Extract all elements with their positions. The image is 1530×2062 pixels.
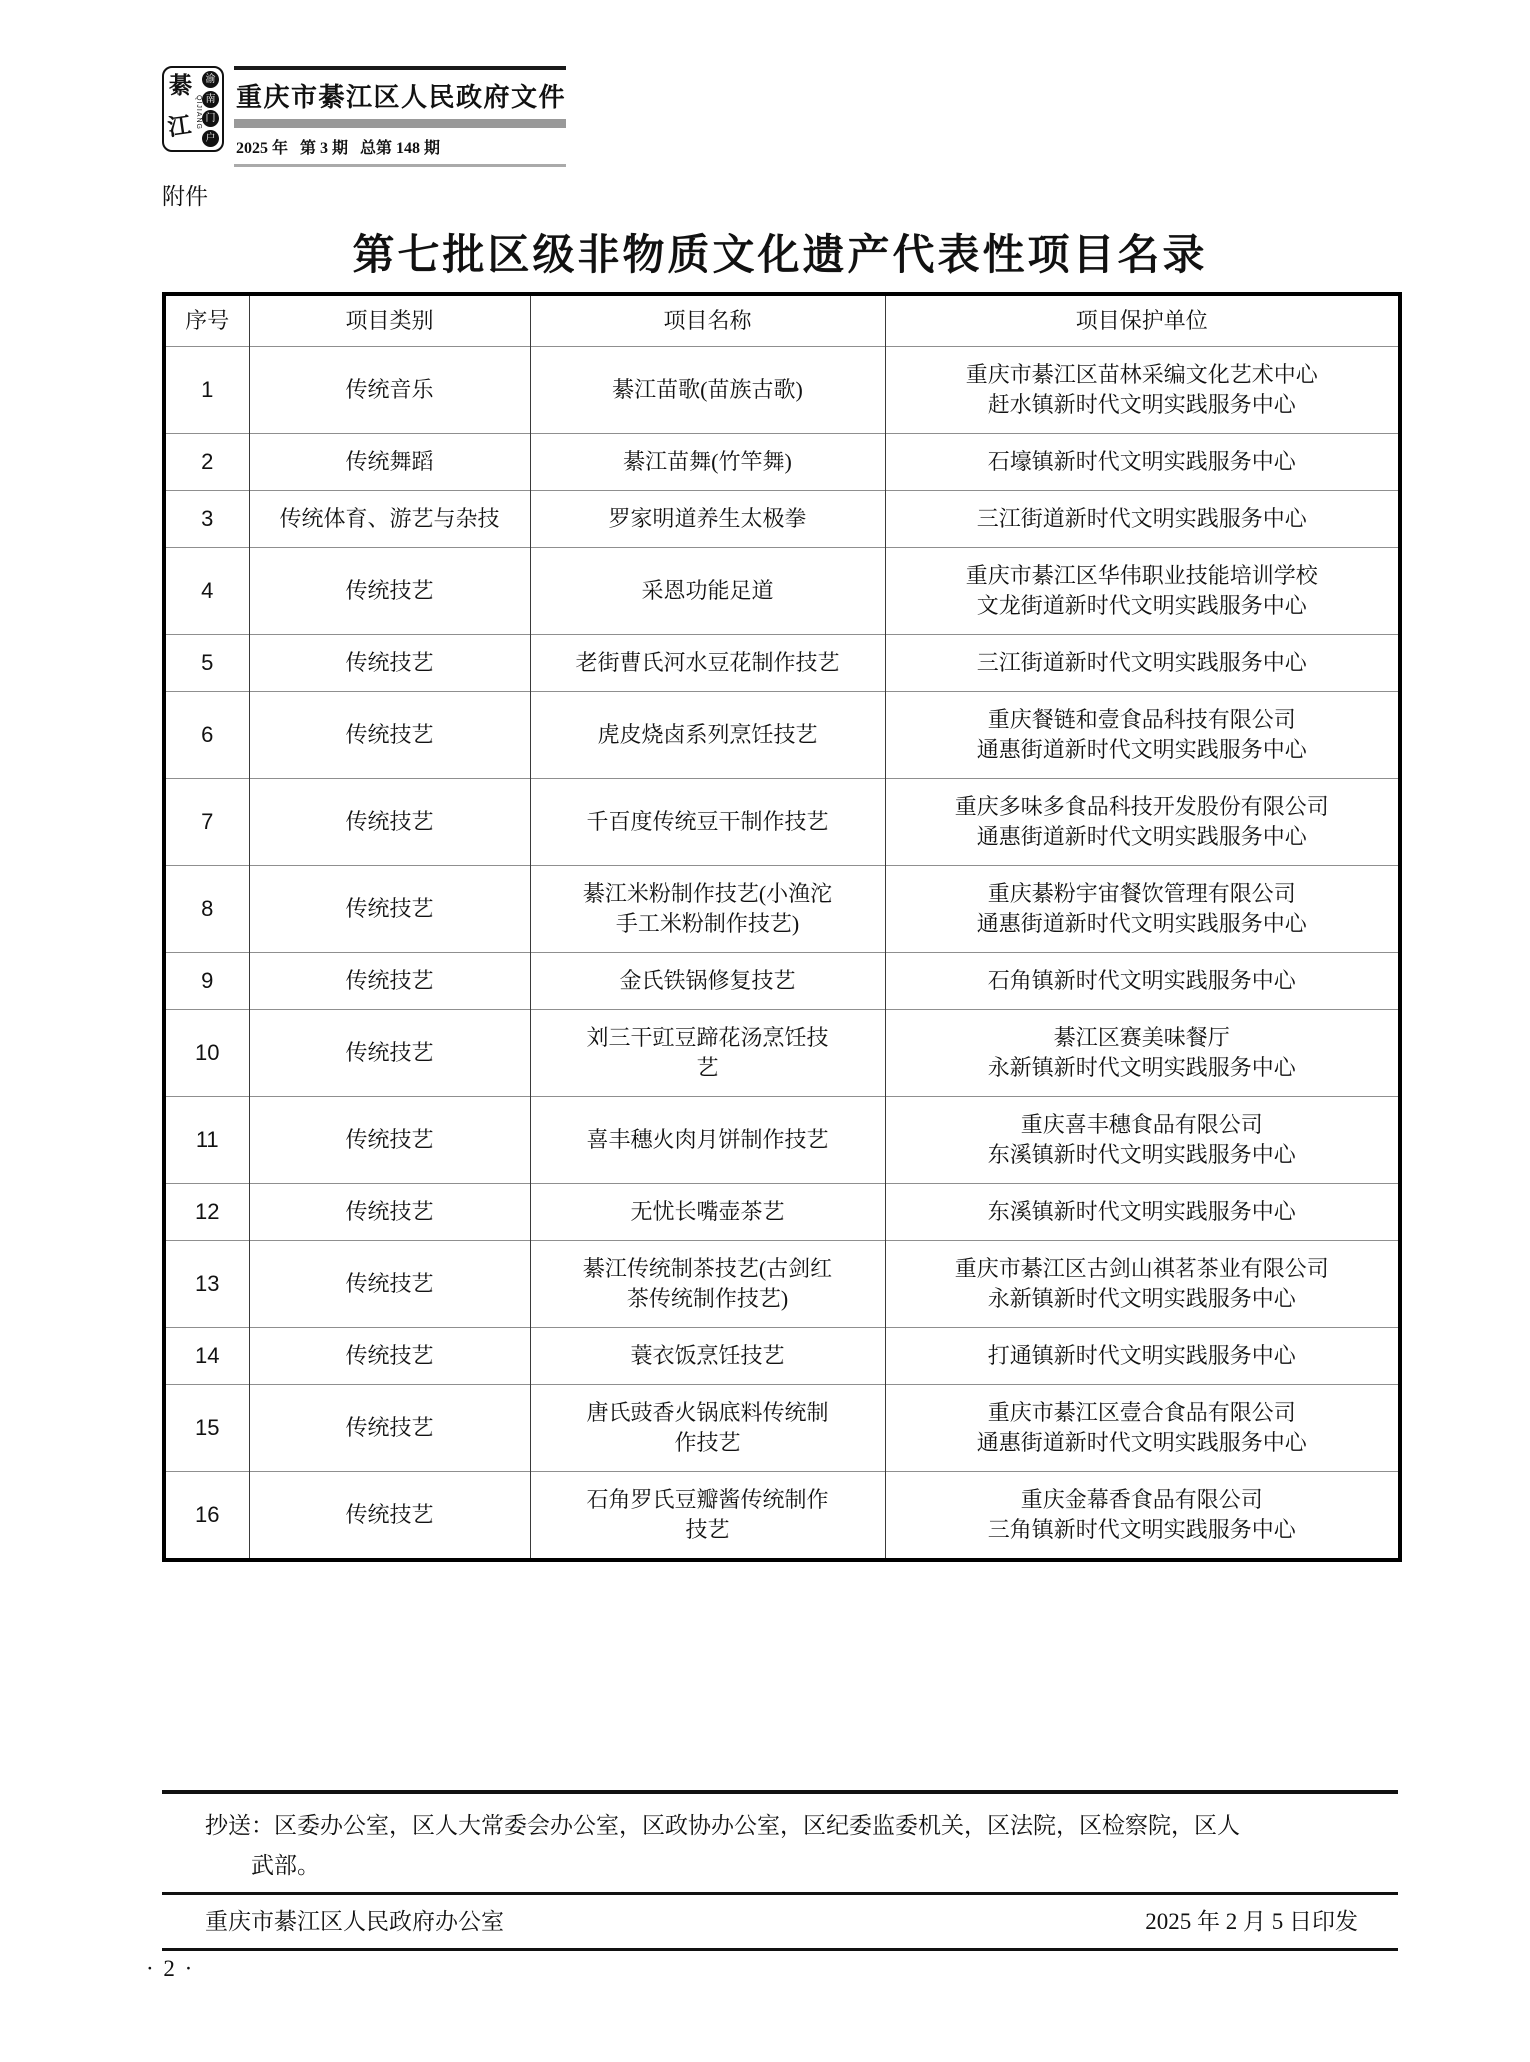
project-name-cell xyxy=(530,953,885,1010)
cell-text-line: 作技艺 xyxy=(674,1430,741,1455)
cell-text-line: 传统舞蹈 xyxy=(345,449,434,474)
seal-icon: 户 xyxy=(202,130,219,147)
table-row xyxy=(164,491,1400,548)
cell-text-line: 14 xyxy=(195,1343,220,1368)
cc-distribution-block xyxy=(205,1806,1385,1886)
seal-icon: 门 xyxy=(202,110,219,127)
category-cell xyxy=(249,1328,530,1385)
cell-text-line: 传统技艺 xyxy=(345,1271,434,1296)
cell-text-line: 2 xyxy=(201,449,214,474)
row-number-cell xyxy=(164,347,249,434)
attachment-label: 附件 xyxy=(162,184,208,209)
issuing-office-line xyxy=(162,1902,1398,1942)
cell-text-line: 传统技艺 xyxy=(345,578,434,603)
protection-unit-cell xyxy=(885,1472,1400,1561)
cell-text-line: 罗家明道养生太极拳 xyxy=(608,506,807,531)
row-number-cell xyxy=(164,1010,249,1097)
logo-characters xyxy=(168,71,202,147)
cell-text-line: 綦江苗歌(苗族古歌) xyxy=(612,377,803,402)
issuing-office: 重庆市綦江区人民政府办公室 xyxy=(205,1909,504,1934)
table-row xyxy=(164,347,1400,434)
qijiang-logo xyxy=(162,66,224,152)
page-title: 第七批区级非物质文化遗产代表性项目名录 xyxy=(352,233,1208,279)
row-number-cell xyxy=(164,491,249,548)
category-cell xyxy=(249,1010,530,1097)
cell-text-line: 蓑衣饭烹饪技艺 xyxy=(630,1343,785,1368)
category-cell xyxy=(249,491,530,548)
project-name-cell xyxy=(530,1184,885,1241)
category-cell xyxy=(249,434,530,491)
cell-text-line: 东溪镇新时代文明实践服务中心 xyxy=(987,1199,1296,1224)
cell-text-line: 16 xyxy=(195,1502,220,1527)
category-cell xyxy=(249,779,530,866)
row-number-cell xyxy=(164,953,249,1010)
cell-text-line: 传统技艺 xyxy=(345,1040,434,1065)
cell-text-line: 传统技艺 xyxy=(345,809,434,834)
category-cell xyxy=(249,1472,530,1561)
cell-text-line: 綦江米粉制作技艺(小渔沱 xyxy=(582,881,833,906)
table-row xyxy=(164,548,1400,635)
cell-text-line: 綦江传统制茶技艺(古剑红 xyxy=(582,1256,833,1281)
cell-text-line: 手工米粉制作技艺) xyxy=(615,911,800,936)
cell-text-line: 石角罗氏豆瓣酱传统制作 xyxy=(586,1487,829,1512)
row-number-cell xyxy=(164,692,249,779)
protection-unit-cell xyxy=(885,692,1400,779)
cell-text-line: 3 xyxy=(201,506,214,531)
cell-text-line: 重庆多味多食品科技开发股份有限公司 xyxy=(954,794,1329,819)
cell-text-line: 打通镇新时代文明实践服务中心 xyxy=(987,1343,1296,1368)
cell-text-line: 东溪镇新时代文明实践服务中心 xyxy=(987,1142,1296,1167)
protection-unit-cell xyxy=(885,1184,1400,1241)
cell-text-line: 1 xyxy=(201,377,214,402)
protection-unit-cell xyxy=(885,635,1400,692)
cell-text-line: 石角镇新时代文明实践服务中心 xyxy=(987,968,1296,993)
cell-text-line: 茶传统制作技艺) xyxy=(626,1286,789,1311)
cell-text-line: 传统技艺 xyxy=(345,1199,434,1224)
cell-text-line: 唐氏豉香火锅底料传统制 xyxy=(586,1400,829,1425)
table-row xyxy=(164,1010,1400,1097)
cell-text-line: 三江街道新时代文明实践服务中心 xyxy=(976,650,1307,675)
cell-text-line: 重庆喜丰穗食品有限公司 xyxy=(1020,1112,1263,1137)
cell-text-line: 永新镇新时代文明实践服务中心 xyxy=(987,1286,1296,1311)
protection-unit-cell xyxy=(885,866,1400,953)
masthead xyxy=(234,66,566,167)
cell-text-line: 6 xyxy=(201,722,214,747)
cell-text-line: 赶水镇新时代文明实践服务中心 xyxy=(987,392,1296,417)
row-number-cell xyxy=(164,548,249,635)
project-name-cell xyxy=(530,1328,885,1385)
protection-unit-cell xyxy=(885,1385,1400,1472)
seal-icon: 南 xyxy=(202,91,219,108)
protection-unit-cell xyxy=(885,491,1400,548)
cell-text-line: 重庆市綦江区古剑山祺茗茶业有限公司 xyxy=(954,1256,1329,1281)
cell-text-line: 8 xyxy=(201,896,214,921)
column-header-unit: 项目保护单位 xyxy=(885,294,1400,347)
cell-text-line: 9 xyxy=(201,968,214,993)
project-name-cell xyxy=(530,1472,885,1561)
project-name-cell xyxy=(530,866,885,953)
cell-text-line: 12 xyxy=(195,1199,220,1224)
cell-text-line: 文龙街道新时代文明实践服务中心 xyxy=(976,593,1307,618)
logo-latin-text: QIJIANG xyxy=(195,95,202,131)
table-row xyxy=(164,1385,1400,1472)
cell-text-line: 传统技艺 xyxy=(345,1502,434,1527)
footer-top-rule xyxy=(162,1790,1398,1794)
cell-text-line: 无忧长嘴壶茶艺 xyxy=(630,1199,785,1224)
cell-text-line: 技艺 xyxy=(685,1517,730,1542)
cell-text-line: 三江街道新时代文明实践服务中心 xyxy=(976,506,1307,531)
category-cell xyxy=(249,692,530,779)
cc-line: 抄送：区委办公室，区人大常委会办公室，区政协办公室，区纪委监委机关，区法院，区检察院，区人 xyxy=(205,1813,1240,1838)
cell-text-line: 传统技艺 xyxy=(345,1415,434,1440)
cell-text-line: 石壕镇新时代文明实践服务中心 xyxy=(987,449,1296,474)
project-name-cell xyxy=(530,1010,885,1097)
cell-text-line: 传统技艺 xyxy=(345,968,434,993)
cell-text-line: 金氏铁锅修复技艺 xyxy=(619,968,796,993)
cell-text-line: 重庆市綦江区苗林采编文化艺术中心 xyxy=(965,362,1318,387)
heritage-projects-table xyxy=(162,292,1402,1562)
table-row xyxy=(164,953,1400,1010)
category-cell xyxy=(249,1097,530,1184)
project-name-cell xyxy=(530,779,885,866)
page-number: · 2 · xyxy=(146,1956,195,1981)
table-row xyxy=(164,1328,1400,1385)
cell-text-line: 重庆綦粉宇宙餐饮管理有限公司 xyxy=(987,881,1296,906)
project-name-cell xyxy=(530,635,885,692)
row-number-cell xyxy=(164,434,249,491)
print-date: 2025 年 2 月 5 日印发 xyxy=(1145,1909,1358,1934)
cell-text-line: 重庆市綦江区华伟职业技能培训学校 xyxy=(965,563,1318,588)
protection-unit-cell xyxy=(885,953,1400,1010)
table-row xyxy=(164,779,1400,866)
protection-unit-cell xyxy=(885,1241,1400,1328)
category-cell xyxy=(249,347,530,434)
cell-text-line: 采恩功能足道 xyxy=(641,578,774,603)
cell-text-line: 传统技艺 xyxy=(345,896,434,921)
footer-middle-rule xyxy=(162,1892,1398,1895)
cell-text-line: 重庆市綦江区壹合食品有限公司 xyxy=(987,1400,1296,1425)
cell-text-line: 刘三干豇豆蹄花汤烹饪技 xyxy=(586,1025,829,1050)
cell-text-line: 重庆餐链和壹食品科技有限公司 xyxy=(987,707,1296,732)
table-row xyxy=(164,434,1400,491)
project-name-cell xyxy=(530,491,885,548)
protection-unit-cell xyxy=(885,347,1400,434)
cell-text-line: 綦江苗舞(竹竿舞) xyxy=(623,449,792,474)
cell-text-line: 10 xyxy=(195,1040,220,1065)
logo-seal-column xyxy=(202,71,220,147)
cell-text-line: 通惠街道新时代文明实践服务中心 xyxy=(976,737,1307,762)
cell-text-line: 传统技艺 xyxy=(345,1127,434,1152)
cell-text-line: 传统音乐 xyxy=(345,377,434,402)
cell-text-line: 通惠街道新时代文明实践服务中心 xyxy=(976,911,1307,936)
cell-text-line: 13 xyxy=(195,1271,220,1296)
category-cell xyxy=(249,1241,530,1328)
row-number-cell xyxy=(164,1097,249,1184)
logo-char-qi: 綦 xyxy=(169,73,192,98)
row-number-cell xyxy=(164,1328,249,1385)
masthead-title: 重庆市綦江区人民政府文件 xyxy=(236,83,567,112)
row-number-cell xyxy=(164,866,249,953)
cell-text-line: 通惠街道新时代文明实践服务中心 xyxy=(976,824,1307,849)
cell-text-line: 传统技艺 xyxy=(345,1343,434,1368)
protection-unit-cell xyxy=(885,434,1400,491)
project-name-cell xyxy=(530,1385,885,1472)
protection-unit-cell xyxy=(885,548,1400,635)
cell-text-line: 传统技艺 xyxy=(345,722,434,747)
cell-text-line: 永新镇新时代文明实践服务中心 xyxy=(987,1055,1296,1080)
table-row xyxy=(164,866,1400,953)
project-name-cell xyxy=(530,1241,885,1328)
cell-text-line: 千百度传统豆干制作技艺 xyxy=(586,809,829,834)
cell-text-line: 通惠街道新时代文明实践服务中心 xyxy=(976,1430,1307,1455)
masthead-bottom-rule xyxy=(234,164,566,167)
protection-unit-cell xyxy=(885,1010,1400,1097)
seal-icon: 渝 xyxy=(202,71,219,88)
table-row xyxy=(164,635,1400,692)
table-row xyxy=(164,1472,1400,1561)
column-header-name: 项目名称 xyxy=(530,294,885,347)
protection-unit-cell xyxy=(885,1097,1400,1184)
row-number-cell xyxy=(164,1472,249,1561)
cell-text-line: 传统体育、游艺与杂技 xyxy=(279,506,500,531)
cell-text-line: 5 xyxy=(201,650,214,675)
table-row xyxy=(164,692,1400,779)
category-cell xyxy=(249,953,530,1010)
column-header-category: 项目类别 xyxy=(249,294,530,347)
cell-text-line: 三角镇新时代文明实践服务中心 xyxy=(987,1517,1296,1542)
project-name-cell xyxy=(530,692,885,779)
project-name-cell xyxy=(530,548,885,635)
masthead-issue-line: 2025 年 第 3 期 总第 148 期 xyxy=(236,140,441,157)
cell-text-line: 虎皮烧卤系列烹饪技艺 xyxy=(597,722,818,747)
cell-text-line: 11 xyxy=(195,1127,219,1152)
protection-unit-cell xyxy=(885,779,1400,866)
cell-text-line: 传统技艺 xyxy=(345,650,434,675)
category-cell xyxy=(249,866,530,953)
cell-text-line: 7 xyxy=(201,809,214,834)
table-row xyxy=(164,1097,1400,1184)
cell-text-line: 綦江区赛美味餐厅 xyxy=(1053,1025,1230,1050)
column-header-no: 序号 xyxy=(164,294,249,347)
protection-unit-cell xyxy=(885,1328,1400,1385)
category-cell xyxy=(249,635,530,692)
row-number-cell xyxy=(164,1241,249,1328)
footer-bottom-rule xyxy=(162,1948,1398,1951)
table-row xyxy=(164,1241,1400,1328)
project-name-cell xyxy=(530,1097,885,1184)
cell-text-line: 15 xyxy=(195,1415,220,1440)
cell-text-line: 艺 xyxy=(696,1055,719,1080)
category-cell xyxy=(249,548,530,635)
project-name-cell xyxy=(530,434,885,491)
heritage-table-body xyxy=(164,347,1400,1561)
project-name-cell xyxy=(530,347,885,434)
cell-text-line: 重庆金幕香食品有限公司 xyxy=(1020,1487,1263,1512)
cc-line: 武部。 xyxy=(251,1853,320,1878)
row-number-cell xyxy=(164,1385,249,1472)
logo-char-jiang: 江 xyxy=(166,112,193,141)
table-row xyxy=(164,1184,1400,1241)
cell-text-line: 喜丰穗火肉月饼制作技艺 xyxy=(586,1127,829,1152)
table-header-row xyxy=(164,294,1400,347)
cell-text-line: 4 xyxy=(201,578,214,603)
row-number-cell xyxy=(164,635,249,692)
row-number-cell xyxy=(164,779,249,866)
category-cell xyxy=(249,1385,530,1472)
row-number-cell xyxy=(164,1184,249,1241)
masthead-gray-bar xyxy=(234,119,566,128)
cell-text-line: 老街曹氏河水豆花制作技艺 xyxy=(575,650,840,675)
category-cell xyxy=(249,1184,530,1241)
